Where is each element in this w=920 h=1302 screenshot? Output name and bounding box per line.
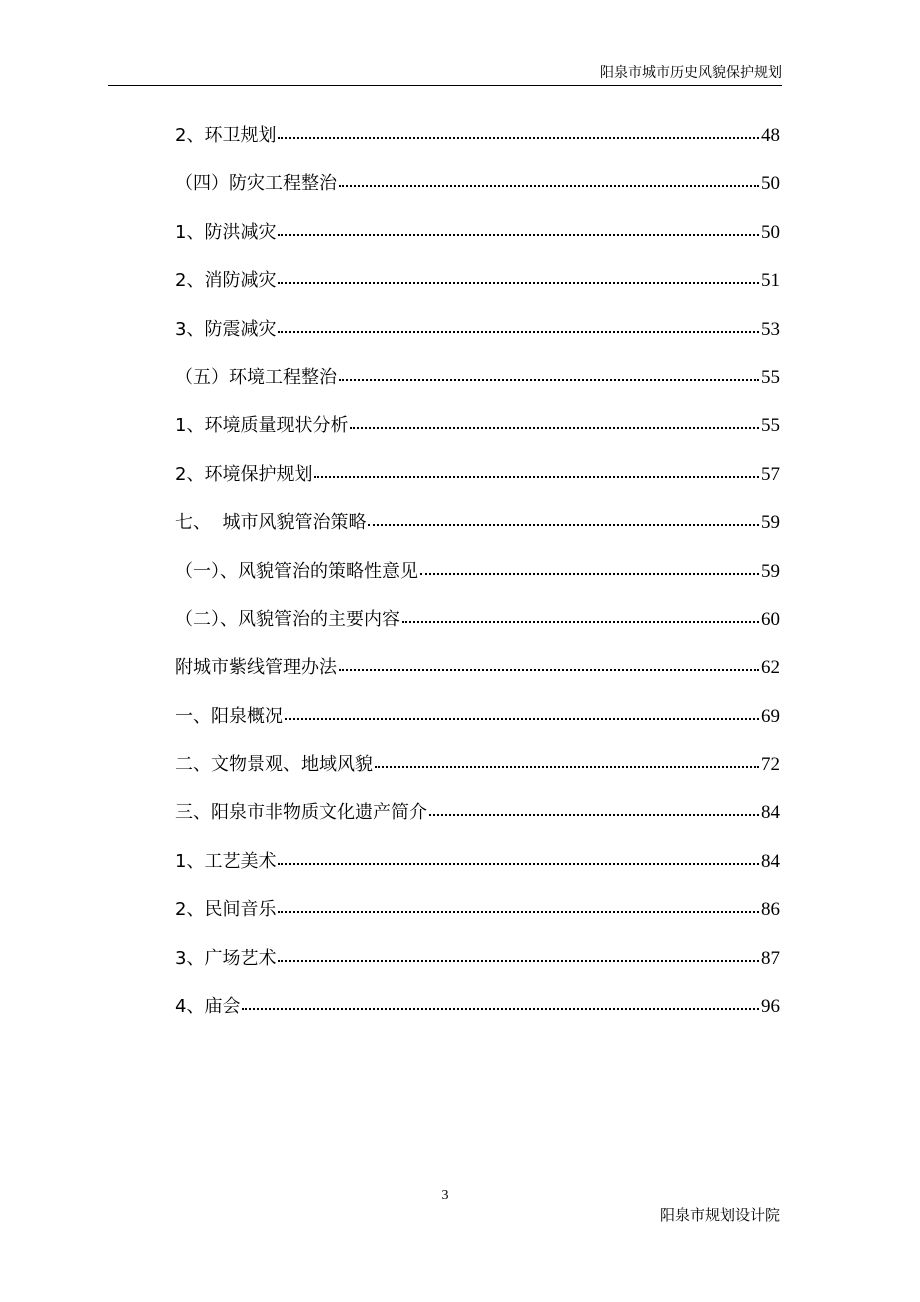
toc-entry[interactable] (175, 705, 780, 753)
dot-leader (350, 427, 759, 429)
toc-entry-page: 59 (761, 560, 780, 582)
toc-entry-title: 附城市紫线管理办法 (175, 657, 337, 679)
page-number: 3 (441, 1188, 449, 1203)
toc-entry-page: 72 (761, 754, 780, 776)
toc-entry-title: 1、防洪减灾 (175, 221, 277, 243)
toc-entry-page: 87 (761, 947, 780, 969)
toc-entry-title: 2、环卫规划 (175, 125, 277, 146)
dot-leader (375, 766, 759, 768)
toc-entry-page: 86 (761, 899, 780, 921)
header-title: 阳泉市城市历史风貌保护规划 (600, 65, 782, 81)
dot-leader (278, 137, 759, 139)
toc-entry[interactable] (175, 172, 780, 220)
toc-entry[interactable] (175, 414, 780, 462)
toc-entry-title: （一）、风貌管治的策略性意见 (175, 560, 418, 582)
toc-entry-page: 69 (761, 705, 780, 727)
dot-leader (420, 573, 759, 575)
toc-entry-title: 一、阳泉概况 (175, 705, 283, 727)
toc-entry-title: 1、工艺美术 (175, 850, 277, 872)
toc-entry-page: 50 (761, 221, 780, 243)
toc-entry[interactable] (175, 221, 780, 269)
toc-entry-page: 55 (761, 415, 780, 437)
toc-entry[interactable] (175, 560, 780, 608)
toc-entry-title: 二、文物景观、地域风貌 (175, 754, 373, 776)
toc-entry-title: 2、民间音乐 (175, 899, 277, 921)
footer-organization: 阳泉市规划设计院 (659, 1206, 780, 1224)
table-of-contents (175, 124, 780, 1043)
dot-leader (339, 379, 759, 381)
toc-entry[interactable] (175, 947, 780, 995)
toc-entry-page: 53 (761, 318, 780, 340)
dot-leader (278, 960, 759, 962)
toc-entry[interactable] (175, 608, 780, 656)
toc-entry-title: 七、 城市风貌管治策略 (175, 512, 367, 534)
dot-leader (368, 524, 759, 526)
dot-leader (278, 282, 759, 284)
dot-leader (278, 863, 759, 865)
dot-leader (285, 718, 759, 720)
toc-entry-page: 59 (761, 512, 780, 534)
toc-entry-title: 4、庙会 (175, 996, 241, 1018)
toc-entry-title: 三、阳泉市非物质文化遗产简介 (175, 802, 427, 824)
toc-entry[interactable] (175, 801, 780, 849)
toc-entry[interactable] (175, 850, 780, 898)
dot-leader (429, 814, 759, 816)
toc-entry-page: 62 (761, 657, 780, 679)
toc-entry-page: 60 (761, 608, 780, 630)
toc-entry[interactable] (175, 898, 780, 946)
dot-leader (339, 669, 759, 671)
toc-entry[interactable] (175, 124, 780, 172)
toc-entry-title: （四）防灾工程整治 (175, 173, 337, 195)
dot-leader (278, 331, 759, 333)
toc-entry-title: （二）、风貌管治的主要内容 (175, 608, 400, 630)
dot-leader (402, 621, 759, 623)
toc-entry[interactable] (175, 753, 780, 801)
toc-entry-page: 84 (761, 802, 780, 824)
toc-entry[interactable] (175, 656, 780, 704)
dot-leader (339, 185, 759, 187)
toc-entry-title: 2、环境保护规划 (175, 463, 313, 485)
toc-entry-page: 51 (761, 270, 780, 292)
toc-entry[interactable] (175, 511, 780, 559)
dot-leader (278, 234, 759, 236)
dot-leader (278, 911, 759, 913)
toc-entry-title: 3、防震减灾 (175, 318, 277, 340)
dot-leader (314, 476, 759, 478)
toc-entry[interactable] (175, 318, 780, 366)
toc-entry-page: 48 (761, 125, 780, 146)
toc-entry-page: 55 (761, 366, 780, 388)
toc-entry-title: 2、消防减灾 (175, 270, 277, 292)
toc-entry[interactable] (175, 366, 780, 414)
toc-entry-page: 50 (761, 173, 780, 195)
toc-entry-title: （五）环境工程整治 (175, 366, 337, 388)
toc-entry-page: 96 (761, 996, 780, 1018)
dot-leader (242, 1008, 759, 1010)
header-rule (108, 85, 782, 86)
toc-entry[interactable] (175, 995, 780, 1043)
toc-entry-title: 3、广场艺术 (175, 947, 277, 969)
toc-entry[interactable] (175, 269, 780, 317)
toc-entry-title: 1、环境质量现状分析 (175, 415, 349, 437)
toc-entry-page: 57 (761, 463, 780, 485)
toc-entry[interactable] (175, 463, 780, 511)
toc-entry-page: 84 (761, 850, 780, 872)
